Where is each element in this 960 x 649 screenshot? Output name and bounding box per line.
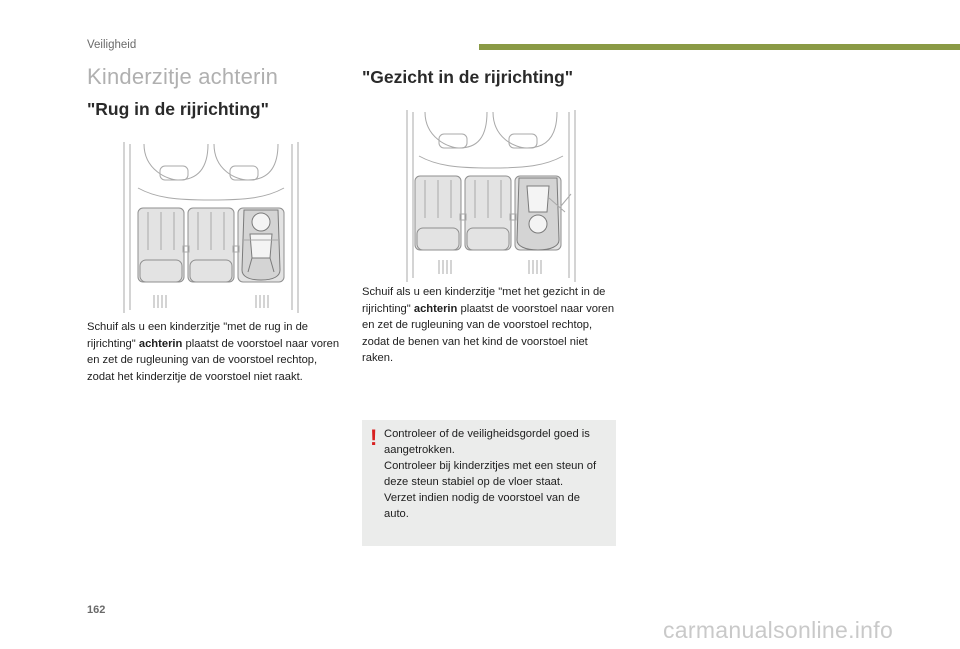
warning-text bbox=[384, 426, 606, 522]
warning-line: Controleer of de veiligheidsgordel goed is aangetrokken. bbox=[384, 428, 590, 456]
section-label: Veiligheid bbox=[87, 39, 137, 51]
forward-facing-subtitle: "Gezicht in de rijrichting" bbox=[362, 67, 574, 87]
page-title: Kinderzitje achterin bbox=[87, 64, 279, 89]
rear-facing-illustration bbox=[116, 140, 306, 315]
rear-seat-rear-facing-childseat-illustration bbox=[116, 140, 306, 315]
rear-seat-forward-facing-childseat-illustration bbox=[399, 108, 583, 284]
page-number: 162 bbox=[87, 604, 106, 616]
warning-box bbox=[362, 420, 616, 546]
forward-facing-instruction: Schuif als u een kinderzitje "met het gezicht in de rijrichting" achterin plaatst de voorstoel naar voren en zet de rugleuning van de voorstoel rechtop, zodat de benen van het kind de voorstoel niet raken. bbox=[362, 286, 615, 364]
section-accent-bar bbox=[479, 44, 960, 50]
rear-facing-instruction: Schuif als u een kinderzitje "met de rug in de rijrichting" achterin plaatst de voorstoel naar voren en zet de rugleuning van de voorstoel rechtop, zodat het kinderzitje de voorstoel niet raakt. bbox=[87, 321, 340, 383]
forward-facing-illustration bbox=[399, 108, 583, 284]
exclamation-warning-icon: ! bbox=[370, 425, 378, 450]
warning-line: Verzet indien nodig de voorstoel van de auto. bbox=[384, 492, 580, 520]
rear-facing-subtitle: "Rug in de rijrichting" bbox=[87, 99, 269, 119]
warning-line: Controleer bij kinderzitjes met een steun of deze steun stabiel op de vloer staat. bbox=[384, 460, 597, 488]
watermark: carmanualsonline.info bbox=[663, 617, 894, 643]
